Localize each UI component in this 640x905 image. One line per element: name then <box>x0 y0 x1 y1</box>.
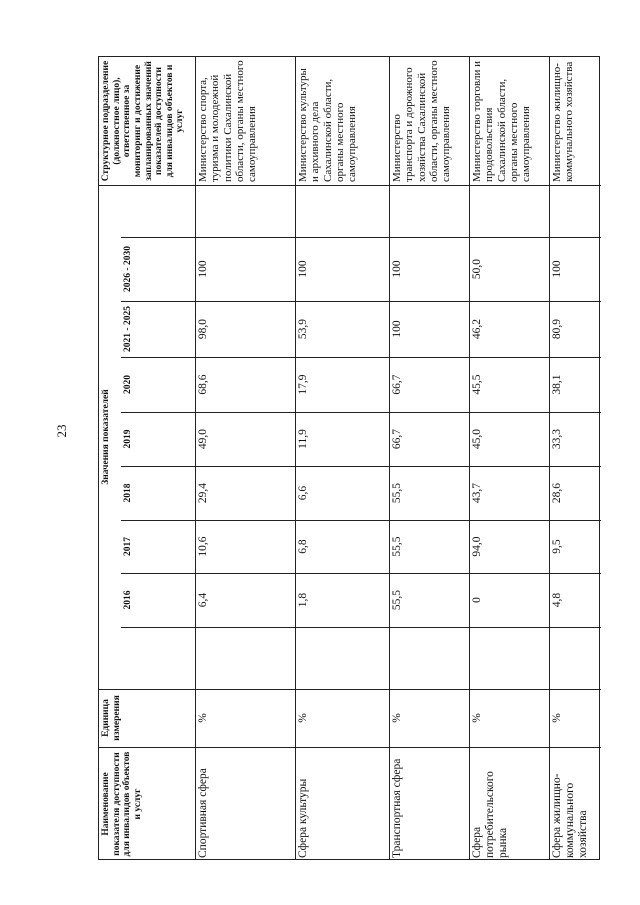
row-3-value-3-text: 45,0 <box>471 428 483 450</box>
row-1-responsible-text: Министерство культуры и архивного дела Сахалинской области, органы местного самоуправления <box>297 68 359 182</box>
row-0-value-4-text: 68,6 <box>197 374 209 395</box>
row-1-value-2-text: 6,6 <box>297 485 309 501</box>
row-3-value-0-text: 0 <box>471 597 483 603</box>
row-4-name-text: Сфера жилищно-коммунального хозяйства <box>551 773 589 858</box>
header-responsible-text: Структурное подразделение (должностное лицо), ответственное за мониторинг и достижение запланированных значений показателей доступности для инвалидов объектов и услуг <box>101 60 186 182</box>
row-0-value-6-text: 100 <box>197 260 209 278</box>
row-4-value-6-text: 100 <box>551 260 563 278</box>
row-3-value-6-text: 50,0 <box>471 258 483 280</box>
row-1-value-1-text: 6,8 <box>297 539 309 554</box>
row-2-value-4-text: 66,7 <box>391 374 403 395</box>
row-0-responsible-text: Министерство спорта, туризма и молодежной политики Сахалинской области, органы местного самоуправления <box>197 60 259 182</box>
row-1-unit-text: % <box>297 713 309 723</box>
header-year-2-text: 2018 <box>123 483 133 503</box>
row-4-value-1-text: 9,5 <box>551 539 563 554</box>
row-1-value-4-text: 17,9 <box>297 374 309 395</box>
row-4-value-4-text: 38,1 <box>551 374 563 395</box>
row-2-value-6-text: 100 <box>391 260 403 278</box>
row-3-value-4-text: 45,5 <box>471 374 483 395</box>
page-number: 23 <box>54 424 69 438</box>
row-3-unit-text: % <box>471 713 483 723</box>
row-2-value-3-text: 66,7 <box>391 428 403 450</box>
row-4-value-2-text: 28,6 <box>551 482 563 504</box>
header-year-0-text: 2016 <box>123 590 133 610</box>
row-4-value-5-text: 80,9 <box>551 318 563 340</box>
row-4-unit-text: % <box>551 713 563 723</box>
header-year-5-text: 2021 - 2025 <box>123 306 133 352</box>
row-1-value-3-text: 11,9 <box>297 429 309 449</box>
row-0-value-5-text: 98,0 <box>197 318 209 340</box>
row-4-value-3-text: 33,3 <box>551 428 563 450</box>
header-year-1-text: 2017 <box>123 537 133 556</box>
row-2-name-text: Транспортная сфера <box>391 758 403 858</box>
row-1-name-text: Сфера культуры <box>297 778 309 858</box>
row-2-value-5-text: 100 <box>391 320 403 338</box>
row-1-value-0-text: 1,8 <box>297 592 309 608</box>
row-4-responsible-text: Министерство жилищно-коммунального хозяйства <box>551 61 576 182</box>
row-0-name-text: Спортивная сфера <box>197 768 209 858</box>
row-0-value-2-text: 29,4 <box>197 482 209 504</box>
row-2-unit-text: % <box>391 713 403 723</box>
row-4-value-0-text: 4,8 <box>551 592 563 608</box>
row-2-value-1-text: 55,5 <box>391 536 403 557</box>
row-2-responsible-text: Министерство транспорта и дорожного хозяйства Сахалинской области, органы местного самоуправления <box>391 60 453 182</box>
indicator-table <box>98 56 600 860</box>
row-0-unit-text: % <box>197 713 209 723</box>
header-year-3-text: 2019 <box>123 429 133 449</box>
row-3-value-5-text: 46,2 <box>471 318 483 340</box>
row-3-value-1-text: 94,0 <box>471 536 483 557</box>
row-3-name-text: Сфера потребительского рынка <box>471 771 509 858</box>
row-0-value-3-text: 49,0 <box>197 428 209 450</box>
header-indicator-text: Наименование показателя доступности для инвалидов объектов и услуг <box>101 751 143 857</box>
header-year-4-text: 2020 <box>123 375 133 394</box>
row-2-value-2-text: 55,5 <box>391 482 403 504</box>
header-year-6-text: 2026 - 2030 <box>123 246 133 292</box>
row-3-value-2-text: 43,7 <box>471 482 483 504</box>
header-unit-text: Единица измерения <box>101 695 122 741</box>
row-2-value-0-text: 55,5 <box>391 589 403 611</box>
row-1-value-5-text: 53,9 <box>297 318 309 340</box>
row-0-value-0-text: 6,4 <box>197 592 209 608</box>
header-values-group-text: Значения показателей <box>101 389 111 485</box>
row-3-responsible-text: Министерство торговли и продовольствия Сахалинской области, органы местного самоуправления <box>471 60 533 182</box>
row-1-value-6-text: 100 <box>297 260 309 278</box>
row-0-value-1-text: 10,6 <box>197 536 209 557</box>
